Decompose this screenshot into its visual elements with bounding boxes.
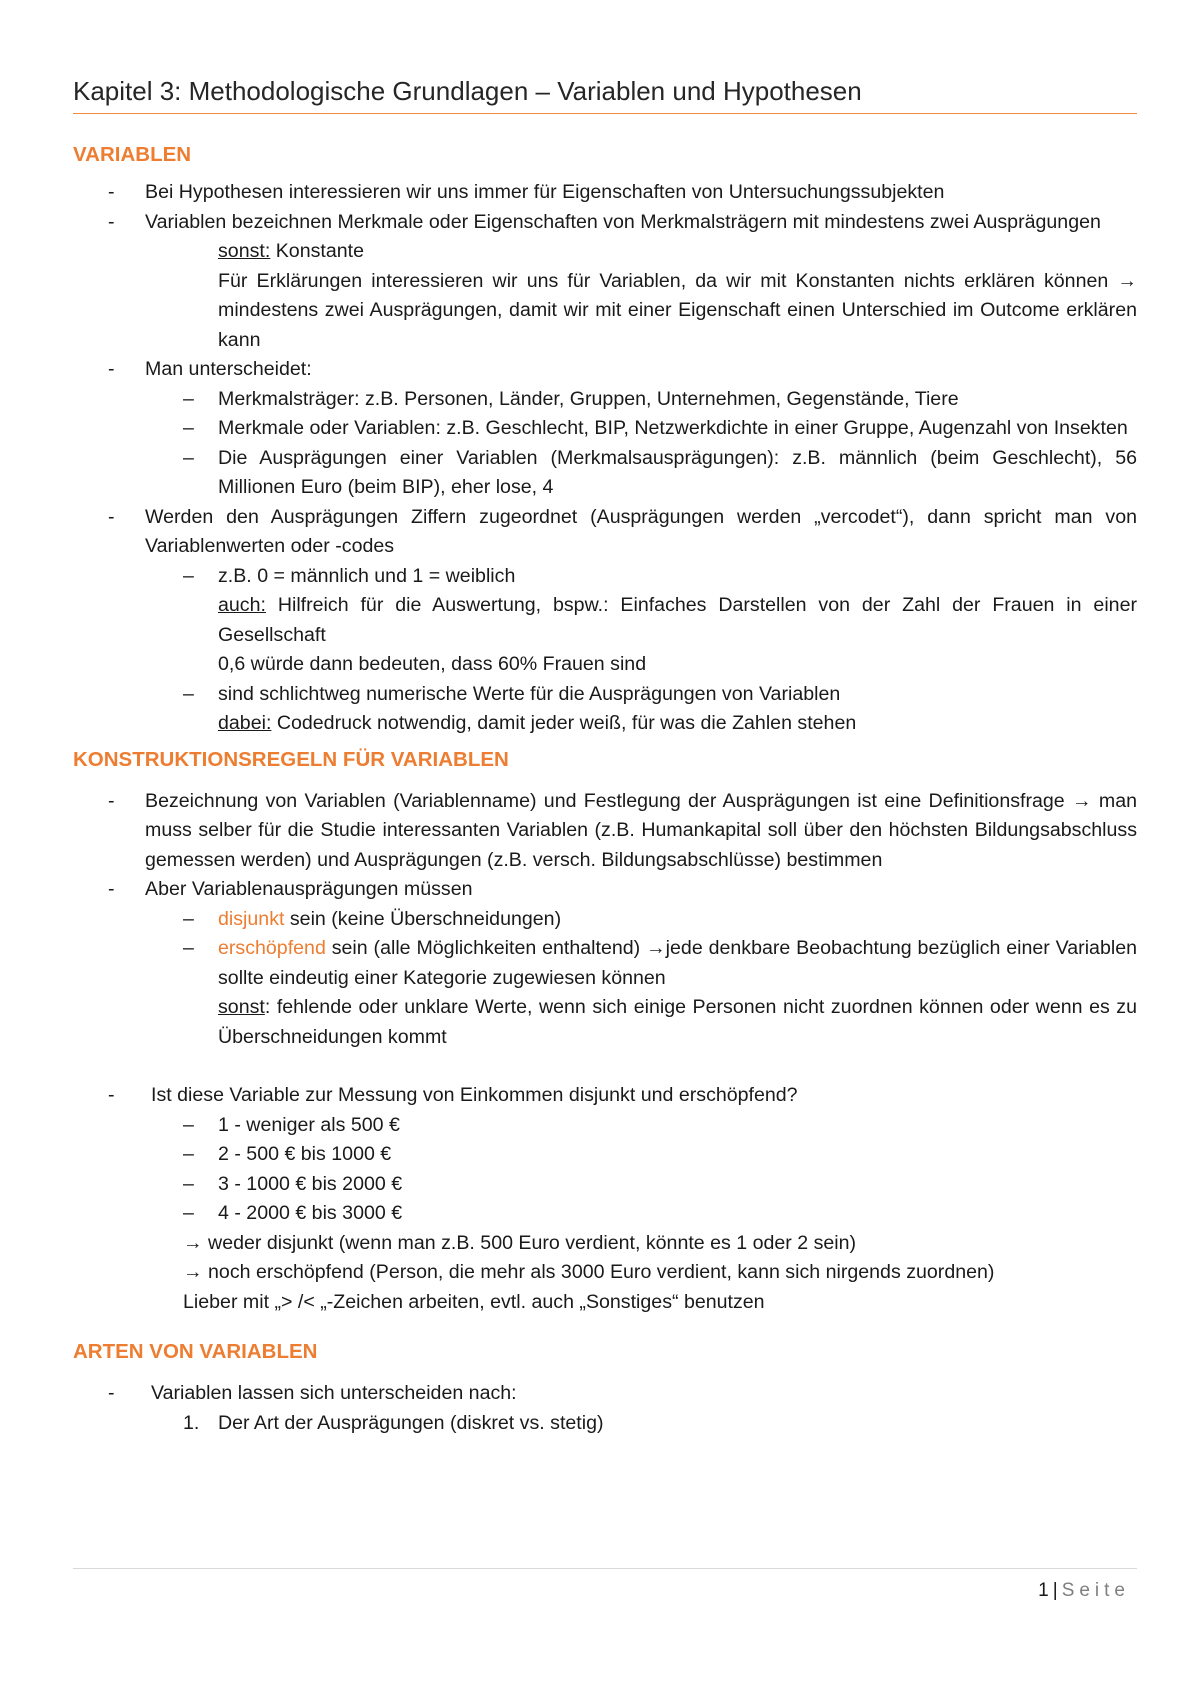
bullet-dash: - [108, 210, 115, 233]
sub-list-item [73, 562, 1137, 592]
list-item-text: Der Art der Ausprägungen (diskret vs. stetig) [218, 1411, 604, 1434]
highlighted-term: disjunkt [218, 907, 285, 930]
list-item-text: Variablen bezeichnen Merkmale oder Eigenschaften von Merkmalsträgern mit mindestens zwei Ausprägungen [145, 210, 1101, 233]
list-item [73, 875, 1137, 905]
list-item-text: Man unterscheidet: [145, 358, 312, 380]
list-item-text: sind schlichtweg numerische Werte für die Ausprägungen von Variablen [218, 682, 841, 705]
bullet-dash: - [108, 358, 115, 380]
list-item-text: sein (alle Möglichkeiten enthaltend) [325, 937, 647, 959]
bullet-dash: - [108, 505, 115, 528]
note-label: auch: [218, 594, 266, 616]
income-category: 2 - 500 € bis 1000 € [218, 1143, 392, 1165]
bullet-endash: – [183, 387, 194, 410]
note-line [73, 1229, 1137, 1259]
note-label: sonst: [218, 240, 271, 262]
note-label: dabei: [218, 712, 272, 734]
bullet-endash: – [183, 907, 194, 930]
note-line [73, 709, 1137, 739]
bullet-dash: - [108, 789, 115, 812]
note-text: 0,6 würde dann bedeuten, dass 60% Frauen sind [218, 653, 647, 675]
title-underline [73, 113, 1137, 114]
page-title: Kapitel 3: Methodologische Grundlagen – Variablen und Hypothesen [73, 76, 862, 106]
note-text: mindestens zwei Ausprägungen, damit wir mit einer Eigenschaft einen Unterschied im Outcome erklären kann [218, 299, 1137, 351]
bullet-endash: – [183, 937, 194, 959]
bullet-endash: – [183, 1172, 194, 1195]
highlighted-term: erschöpfend [218, 937, 326, 959]
sub-list-item [73, 1111, 1137, 1141]
list-item-text: z.B. 0 = männlich und 1 = weiblich [218, 564, 516, 587]
list-item-text: Bei Hypothesen interessieren wir uns immer für Eigenschaften von Untersuchungssubjekten [145, 181, 945, 203]
note-line [73, 591, 1137, 650]
section-heading-arten: ARTEN VON VARIABLEN [73, 1340, 318, 1363]
note-text: noch erschöpfend (Person, die mehr als 3000 Euro verdient, kann sich nirgends zuordnen) [202, 1261, 995, 1283]
list-item [73, 208, 1137, 238]
sub-list-item [73, 1170, 1137, 1200]
arrow-right-icon: → [183, 1261, 203, 1283]
bullet-dash: - [108, 878, 115, 900]
note-label: sonst [218, 996, 265, 1018]
section-heading-variablen: VARIABLEN [73, 143, 192, 166]
income-category: 4 - 2000 € bis 3000 € [218, 1202, 403, 1224]
bullet-endash: – [183, 1202, 194, 1224]
page-number: 1 [1038, 1580, 1049, 1601]
list-item [73, 1379, 1137, 1409]
list-item-text: Bezeichnung von Variablen (Variablenname) und Festlegung der Ausprägungen ist eine Definitionsfrage [145, 789, 1065, 812]
note-line [73, 1258, 1137, 1288]
bullet-dash: - [108, 181, 115, 203]
income-category: 1 - weniger als 500 € [218, 1113, 400, 1136]
note-text: Hilfreich für die Auswertung, bspw.: Einfaches Darstellen von der Zahl der Frauen in einer Gesellschaft [218, 594, 1137, 646]
note-line [73, 993, 1137, 1052]
sub-list-item [73, 1140, 1137, 1170]
bullet-endash: – [183, 1113, 194, 1136]
spacer [73, 1052, 1137, 1081]
list-item-text: jede denkbare Beobachtung bezüglich einer Variablen sollte eindeutig einer Kategorie zugewiesen können [218, 937, 1137, 989]
list-item [73, 787, 1137, 876]
sub-list-item [73, 414, 1137, 444]
list-item [73, 178, 1137, 208]
sub-list-item [73, 444, 1137, 503]
arrow-right-icon: → [1071, 789, 1092, 812]
item-number: 1. [183, 1411, 200, 1434]
section-heading-konstruktionsregeln: KONSTRUKTIONSREGELN FÜR VARIABLEN [73, 747, 509, 771]
note-text: Für Erklärungen interessieren wir uns für Variablen, da wir mit Konstanten nichts erklären können [218, 269, 1109, 292]
page-content [73, 140, 1137, 1438]
bullet-endash: – [183, 682, 194, 705]
list-item-text: man muss selber für die Studie interessanten Variablen (z.B. Humankapital soll über den höchsten Bildungsabschluss gemessen werden) und Ausprägungen (z.B. versch. Bildungsabschlüsse) bestimmen [145, 789, 1137, 871]
note-text: : fehlende oder unklare Werte, wenn sich einige Personen nicht zuordnen können oder wenn es zu Überschneidungen kommt [218, 996, 1137, 1048]
list-item-text: Werden den Ausprägungen Ziffern zugeordnet (Ausprägungen werden „vercodet“), dann spricht man von Variablenwerten oder -codes [145, 505, 1137, 557]
sub-list-item [73, 905, 1137, 935]
footer-page-word: Seite [1061, 1580, 1130, 1601]
bullet-dash: - [108, 1084, 115, 1106]
list-item-text: Merkmalsträger: z.B. Personen, Länder, Gruppen, Unternehmen, Gegenstände, Tiere [218, 387, 959, 410]
sub-list-item [73, 385, 1137, 415]
bullet-endash: – [183, 417, 194, 439]
note-line [73, 267, 1137, 356]
bullet-endash: – [183, 564, 194, 587]
list-item-text: Merkmale oder Variablen: z.B. Geschlecht, BIP, Netzwerkdichte in einer Gruppe, Augenzahl von Insekten [218, 417, 1128, 439]
arrow-right-icon: → [183, 1231, 203, 1254]
sub-list-item [73, 1199, 1137, 1229]
list-item-text: Variablen lassen sich unterscheiden nach: [151, 1382, 517, 1404]
note-text: Lieber mit „> /< „-Zeichen arbeiten, evtl. auch „Sonstiges“ benutzen [183, 1290, 765, 1313]
numbered-item [73, 1409, 1137, 1439]
sub-list-item [73, 680, 1137, 710]
list-item [73, 1081, 1137, 1111]
arrow-right-icon: → [1117, 269, 1137, 292]
note-line [73, 650, 1137, 680]
bullet-endash: – [183, 1143, 194, 1165]
list-item [73, 503, 1137, 562]
note-line [73, 1288, 1137, 1318]
note-text: weder disjunkt (wenn man z.B. 500 Euro verdient, könnte es 1 oder 2 sein) [202, 1231, 857, 1254]
note-line [73, 237, 1137, 267]
list-item-text: sein (keine Überschneidungen) [284, 907, 562, 930]
list-item-text: Die Ausprägungen einer Variablen (Merkmalsausprägungen): z.B. männlich (beim Geschlecht), 56 Millionen Euro (beim BIP), eher lose, 4 [218, 446, 1137, 498]
footer-separator: | [1052, 1580, 1058, 1601]
footer-divider [73, 1568, 1137, 1569]
list-item [73, 355, 1137, 385]
sub-list-item [73, 934, 1137, 993]
arrow-right-icon: → [646, 937, 666, 959]
note-text: Konstante [270, 240, 364, 262]
list-item-text: Ist diese Variable zur Messung von Einkommen disjunkt und erschöpfend? [151, 1084, 798, 1106]
income-category: 3 - 1000 € bis 2000 € [218, 1172, 403, 1195]
bullet-endash: – [183, 446, 194, 469]
note-text: Codedruck notwendig, damit jeder weiß, für was die Zahlen stehen [271, 712, 857, 734]
bullet-dash: - [108, 1382, 115, 1404]
list-item-text: Aber Variablenausprägungen müssen [145, 878, 473, 900]
page-footer [900, 1578, 1130, 1604]
